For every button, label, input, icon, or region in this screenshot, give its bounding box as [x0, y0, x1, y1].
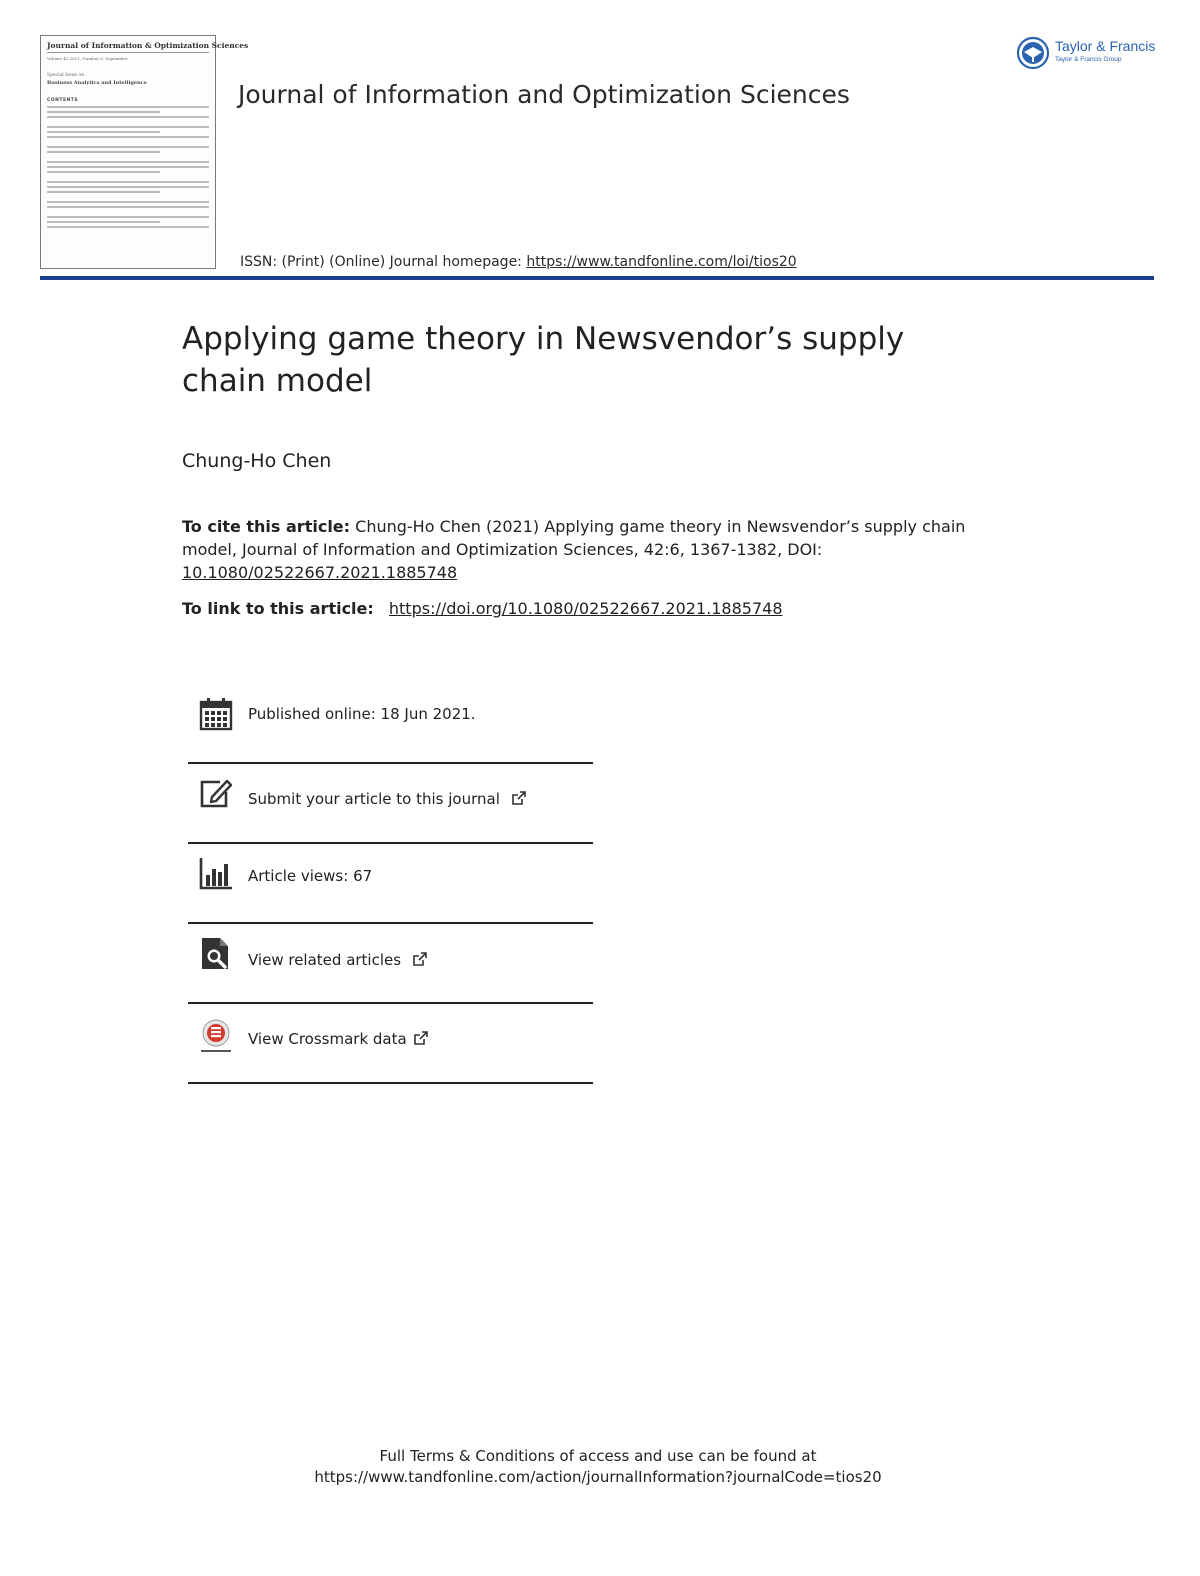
external-link-icon: [413, 1030, 429, 1046]
issn-text: ISSN: (Print) (Online) Journal homepage:: [240, 254, 522, 270]
article-link-line: [182, 599, 783, 618]
publisher-logo[interactable]: [1016, 36, 1166, 70]
cite-label: To cite this article:: [182, 517, 351, 536]
article-actions: [188, 682, 593, 1084]
bar-chart-icon: [198, 856, 234, 892]
related-articles-row[interactable]: [188, 924, 593, 1004]
journal-homepage-link[interactable]: https://www.tandfonline.com/loi/tios20: [526, 254, 797, 270]
taylor-francis-logo-icon: [1016, 36, 1050, 70]
external-link-icon: [412, 951, 428, 967]
publisher-subtitle: Taylor & Francis Group: [1055, 56, 1122, 63]
crossmark-label: View Crossmark data: [248, 1030, 407, 1048]
external-link-icon: [511, 790, 527, 806]
publisher-name: Taylor & Francis: [1055, 38, 1156, 54]
cover-text-line: [47, 111, 160, 113]
crossmark-link[interactable]: [248, 1030, 429, 1048]
related-articles-link[interactable]: [248, 951, 428, 969]
cover-text-line: [47, 151, 160, 153]
cover-text-line: [47, 131, 160, 133]
published-row: [188, 682, 593, 764]
cover-text-line: [47, 166, 209, 168]
cover-text-line: [47, 221, 160, 223]
cover-text-line: [47, 161, 209, 163]
issn-line: [240, 254, 797, 270]
cover-text-line: [47, 191, 160, 193]
cover-special-issue-label: Special Issue on: [47, 73, 85, 78]
crossmark-row[interactable]: [188, 1004, 593, 1084]
cover-special-issue-title: Business Analytics and Intelligence: [47, 80, 147, 86]
article-author: Chung-Ho Chen: [182, 450, 332, 472]
cover-text-line: [47, 216, 209, 218]
footer-terms: [0, 1446, 1196, 1488]
submit-article-row[interactable]: [188, 764, 593, 844]
cover-journal-name: Journal of Information & Optimization Sciences: [47, 41, 209, 53]
cover-text-line: [47, 201, 209, 203]
related-articles-label: View related articles: [248, 951, 402, 969]
article-title: Applying game theory in Newsvendor’s supply chain model: [182, 321, 905, 399]
article-doi-link[interactable]: https://doi.org/10.1080/02522667.2021.1885748: [388, 599, 783, 618]
cover-text-line: [47, 171, 160, 173]
crossmark-icon: [198, 1018, 234, 1054]
journal-title: Journal of Information and Optimization Sciences: [238, 80, 850, 109]
cover-contents-label: CONTENTS: [47, 98, 79, 103]
cover-text-line: [47, 206, 209, 208]
cover-text-line: [47, 106, 209, 108]
cite-doi-link[interactable]: 10.1080/02522667.2021.1885748: [182, 563, 458, 582]
header-divider: [40, 276, 1154, 280]
submit-article-link[interactable]: [248, 790, 527, 808]
link-label: To link to this article:: [182, 599, 374, 618]
footer-terms-url[interactable]: https://www.tandfonline.com/action/journalInformation?journalCode=tios20: [314, 1468, 882, 1486]
cover-text-line: [47, 146, 209, 148]
edit-icon: [198, 776, 234, 812]
submit-article-label: Submit your article to this journal: [248, 790, 500, 808]
article-views-row: [188, 844, 593, 924]
cover-text-line: [47, 181, 209, 183]
cover-text-line: [47, 116, 209, 118]
cite-text: Chung-Ho Chen (2021) Applying game theory in Newsvendor’s supply chain model, Journal of Information and Optimization Sciences, 42:6, 1367-1382, DOI:: [182, 517, 966, 559]
citation-block: [182, 515, 982, 584]
document-search-icon: [198, 936, 234, 972]
cover-text-line: [47, 186, 209, 188]
cover-volume-line: Volume 42 2021, Number 6, September: [47, 56, 128, 61]
footer-terms-text: Full Terms & Conditions of access and use can be found at: [379, 1447, 817, 1465]
cover-text-line: [47, 226, 209, 228]
cover-text-line: [47, 126, 209, 128]
cover-text-line: [47, 136, 209, 138]
article-views-count: Article views: 67: [248, 867, 373, 885]
calendar-icon: [198, 696, 234, 732]
published-date: Published online: 18 Jun 2021.: [248, 705, 476, 723]
journal-cover-thumbnail: [40, 35, 249, 269]
